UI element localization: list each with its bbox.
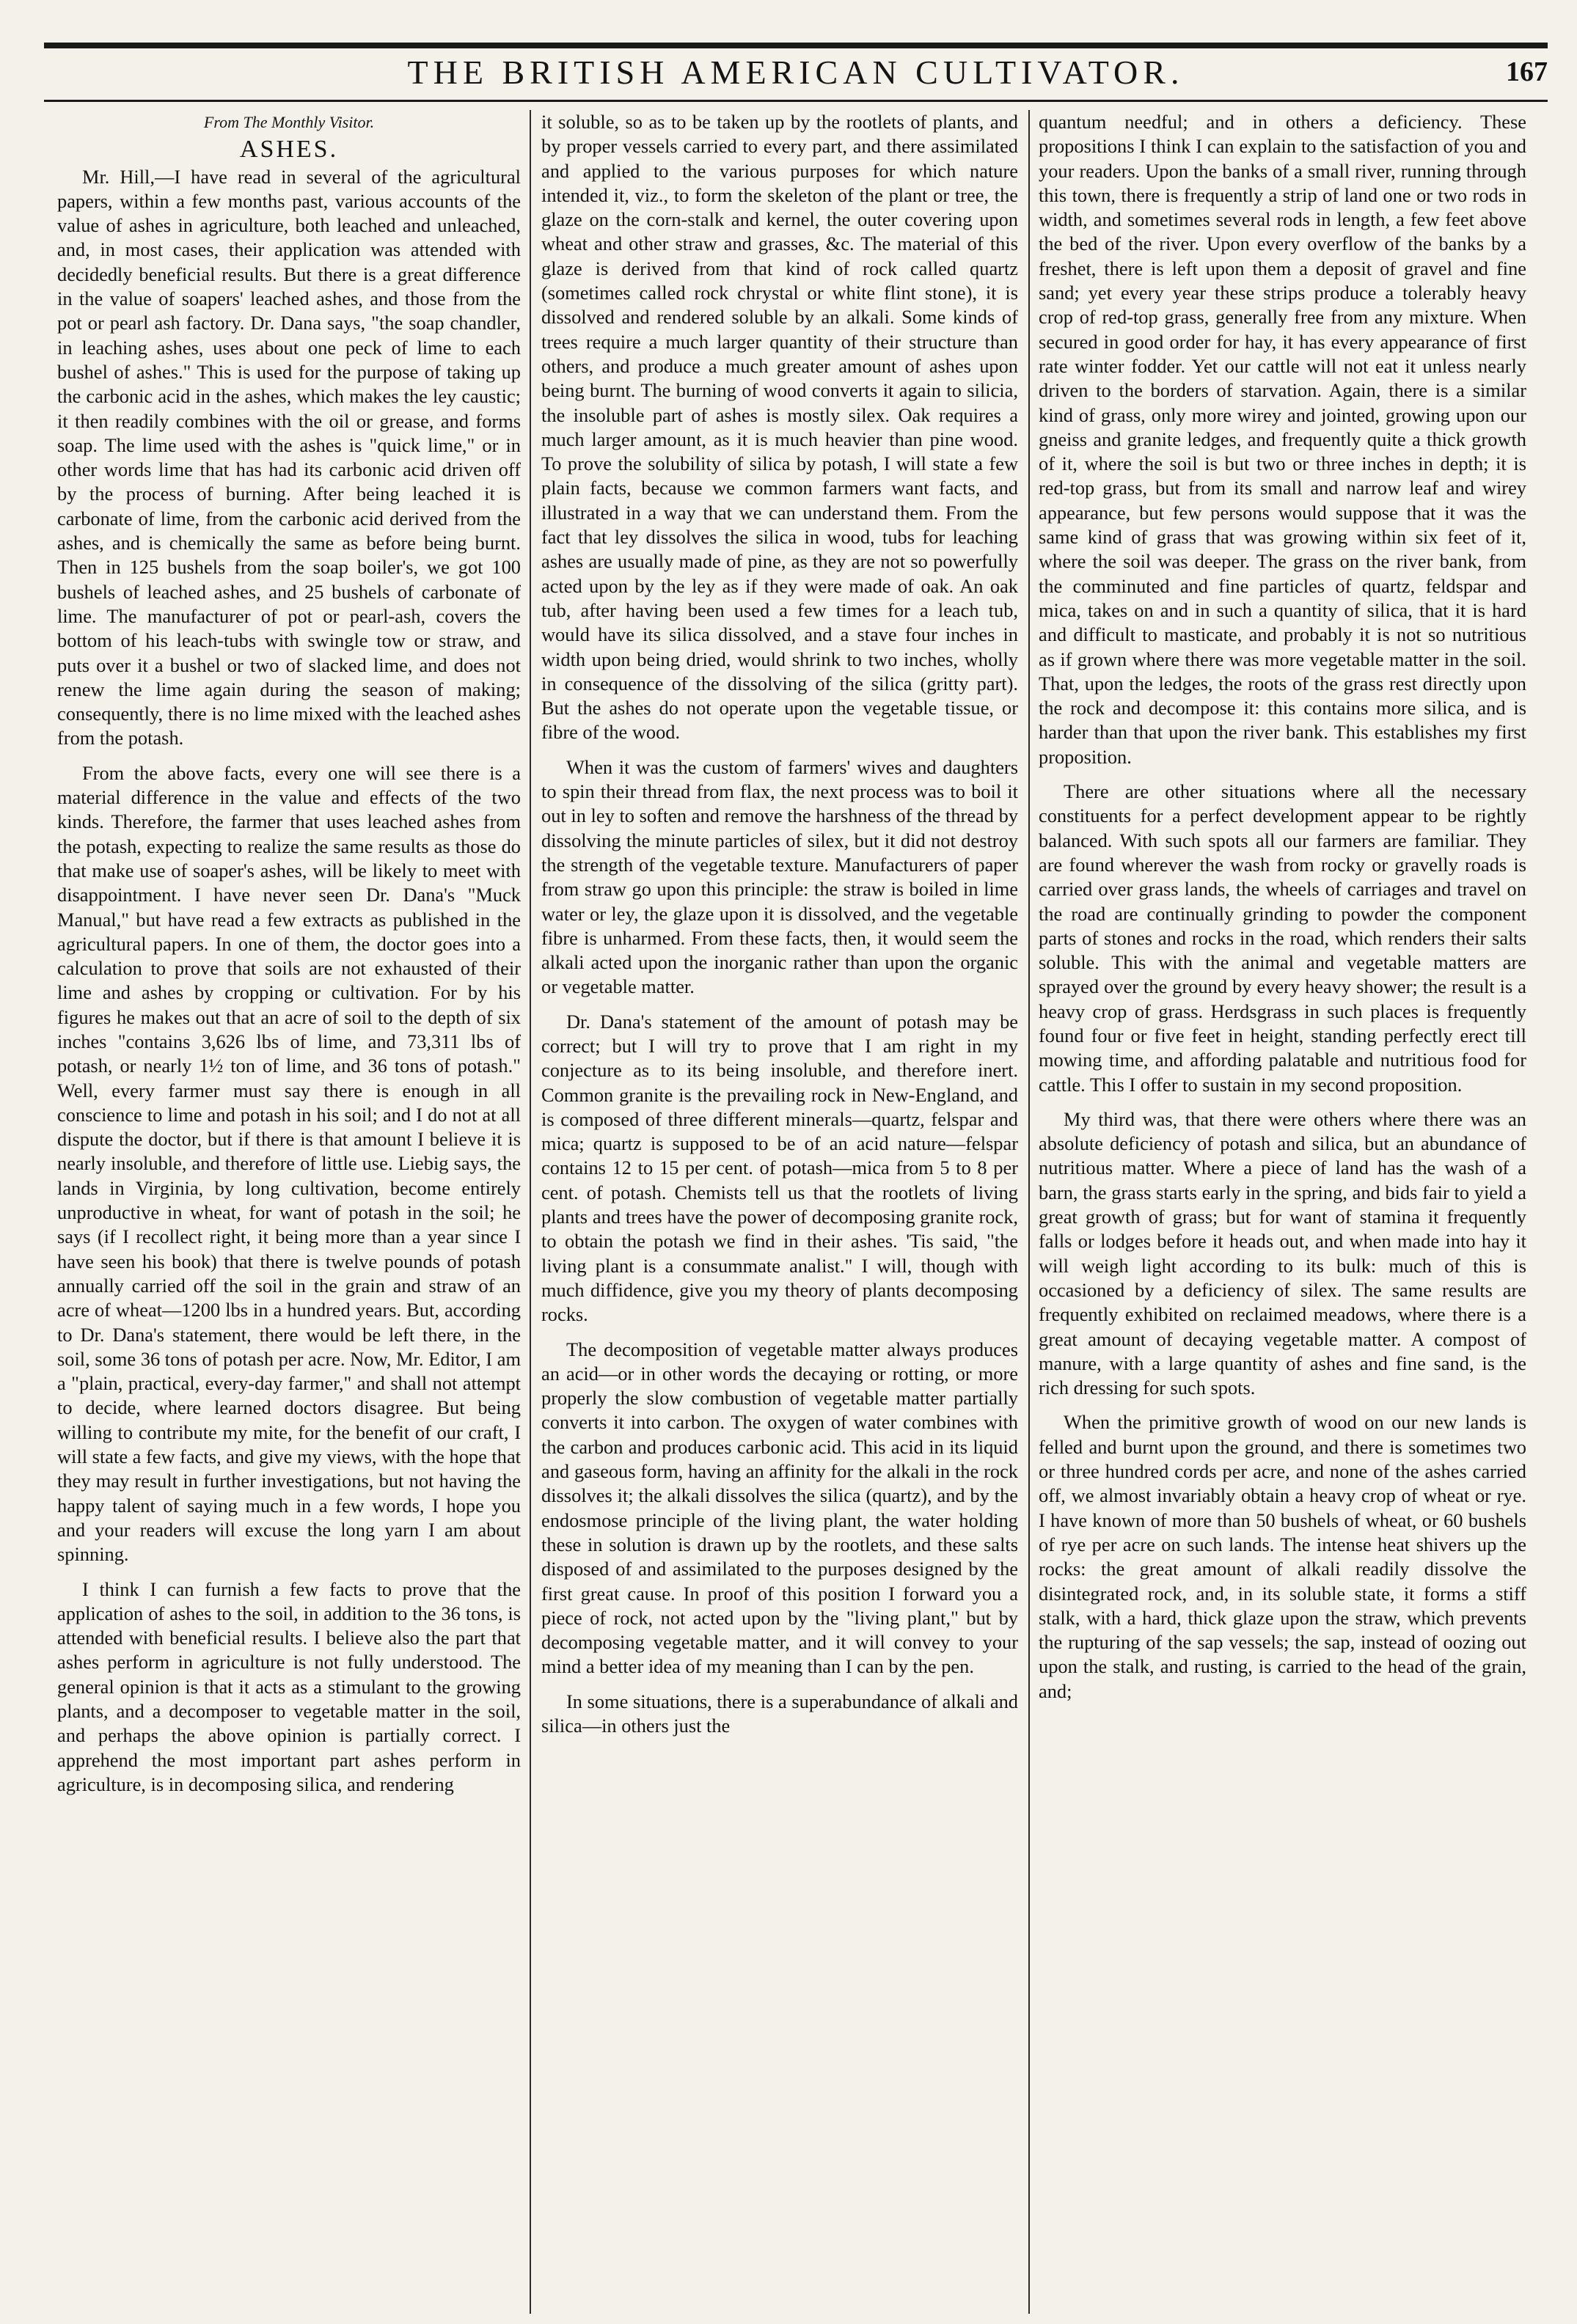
article-source: From The Monthly Visitor. bbox=[203, 113, 375, 131]
paragraph: When it was the custom of farmers' wives and daughters to spin their thread from flax, the next process was to boil it out in ley to soften and remove the harshness of the thread by dissolving the minute particles of silex, but it did not destroy the strength of the vegetable texture. Manufacturers of paper from straw go upon this principle: the straw is boiled in lime water or ley, the glaze upon it is dissolved, and the vegetable fibre is unharmed. From these facts, then, it would seem the alkali acted upon the inorganic rather than upon the organic or vegetable matter. bbox=[541, 755, 1018, 998]
column-3 bbox=[1039, 110, 1526, 2317]
page-number: 167 bbox=[1506, 56, 1548, 87]
masthead-title: THE BRITISH AMERICAN CULTIVATOR. bbox=[407, 54, 1185, 91]
paragraph: The decomposition of vegetable matter always produces an acid—or in other words the decaying or rotting, or more properly the slow combustion of vegetable matter partially converts it into carbon. The oxygen of water combines with the carbon and produces carbonic acid. This acid in its liquid and gaseous form, having an affinity for the alkali in the rock dissolves it; the alkali dissolves the silica (quartz), and by the endosmose principle of the living plant, the water holding these in solution is drawn up by the rootlets, and these salts disposed of and assimilated to the purposes designed by the first great cause. In proof of this position I forward you a piece of rock, not acted upon by the "living plant," but by decomposing vegetable matter, and it will convey to your mind a better idea of my meaning than I can by the pen. bbox=[541, 1338, 1018, 1678]
paragraph: it soluble, so as to be taken up by the rootlets of plants, and by proper vessels carried to every part, and there assimilated and applied to the various purposes for which nature intended it, viz., to form the skeleton of the plant or tree, the glaze on the corn-stalk and kernel, the outer covering upon wheat and other straw and grasses, &c. The material of this glaze is derived from that kind of rock called quartz (sometimes called rock chrystal or white flint stone), it is dissolved and rendered soluble by an alkali. Some kinds of trees require a much larger quantity of their structure than others, and produce a much greater amount of ashes upon being burnt. The burning of wood converts it again to silicia, the insoluble part of ashes is mostly silex. Oak requires a much larger amount, as it is much heavier than pine wood. To prove the solubility of silica by potash, I will state a few plain facts, because we common farmers want facts, and illustrated in a way that we can understand them. From the fact that ley dissolves the silica in wood, tubs for leaching ashes are usually made of pine, as they are not so powerfully acted upon by the ley as if they were made of oak. An oak tub, after having been used a few times for a leach tub, would have its silica dissolved, and a stave four inches in width upon being dried, would shrink to two inches, wholly in consequence of the dissolving of the silica (gritty part). But the ashes do not operate upon the vegetable tissue, or fibre of the wood. bbox=[541, 111, 1018, 744]
paragraph: From the above facts, every one will see there is a material difference in the value and effects of the two kinds. Therefore, the farmer that uses leached ashes from the potash, expecting to realize the same results as those do that make use of soaper's ashes, will be likely to meet with disappointment. I have never seen Dr. Dana's "Muck Manual," but have read a few extracts as published in the agricultural papers. In one of them, the doctor goes into a calculation to prove that soils are not exhausted of their lime and ashes by cropping or cultivation. For by his figures he makes out that an acre of soil to the depth of six inches "contains 3,626 lbs of lime, and 73,311 lbs of potash, or nearly 1½ ton of lime, and 36 tons of potash." Well, every farmer must say there is enough in all conscience to lime and potash in his soil; and I do not at all dispute the doctor, but if there is that amount I believe it is nearly insoluble, and therefore of little use. Liebig says, the lands in Virginia, by long cultivation, become entirely unproductive in wheat, for want of potash in the soil; he says (if I recollect right, it being more than a year since I have seen his book) that there is twelve pounds of potash annually carried off the soil in the grain and straw of an acre of wheat—1200 lbs in a hundred years. But, according to Dr. Dana's statement, there would be left there, in the soil, some 36 tons of potash per acre. Now, Mr. Editor, I am a "plain, practical, every-day farmer," and shall not attempt to decide, where learned doctors disagree. But being willing to contribute my mite, for the benefit of our craft, I will state a few facts, and give my views, with the hope that they may result in further investigations, but not having the happy talent of saying much in a few words, I hope you and your readers will excuse the long yarn I am about spinning. bbox=[57, 761, 521, 1566]
paragraph: There are other situations where all the necessary constituents for a perfect development appear to be rightly balanced. With such spots all our farmers are familiar. They are found wherever the wash from rocky or gravelly roads is carried over grass lands, the wheels of carriages and travel on the road are continually grinding to powder the component parts of stones and rocks in the road, which renders their salts soluble. This with the animal and vegetable matters are sprayed over the ground by every heavy shower; the result is a heavy crop of grass. Herdsgrass in such places is frequently found four or five feet in height, standing perfectly erect till mowing time, and affording palatable and nutritious food for cattle. This I offer to sustain in my second proposition. bbox=[1039, 780, 1526, 1096]
column-divider bbox=[530, 110, 531, 2314]
column-divider bbox=[1028, 110, 1030, 2314]
paragraph: When the primitive growth of wood on our new lands is felled and burnt upon the ground, and there is sometimes two or three hundred cords per acre, and none of the ashes carried off, we almost invariably obtain a heavy crop of wheat or rye. I have known of more than 50 bushels of wheat, or 60 bushels of rye per acre on such lands. The intense heat shivers up the rocks: the great amount of alkali readily dissolve the disintegrated rock, and, in its soluble state, it forms a stiff stalk, with a hard, thick glaze upon the straw, which prevents the rupturing of the sap vessels; the sap, instead of oozing out upon the stalk, and rusting, is carried to the head of the grain, and; bbox=[1039, 1411, 1526, 1702]
top-rule bbox=[44, 43, 1548, 48]
header-rule bbox=[44, 100, 1548, 102]
paragraph: My third was, that there were others where there was an absolute deficiency of potash and silica, but an abundance of nutritious matter. Where a piece of land has the wash of a barn, the grass starts early in the spring, and bids fair to yield a great growth of grass; but for want of stamina it frequently falls or lodges before it heads out, and when made into hay it will weigh light according to its bulk: much of this is occasioned by a deficiency of silex. The same results are frequently exhibited on reclaimed meadows, where there is a great amount of decaying vegetable matter. A compost of manure, with a large quantity of ashes and fine sand, is the rich dressing for such spots. bbox=[1039, 1107, 1526, 1399]
paragraph: I think I can furnish a few facts to prove that the application of ashes to the soil, in addition to the 36 tons, is attended with beneficial results. I believe also the part that ashes perform in agriculture is not fully understood. The general opinion is that it acts as a stimulant to the growing plants, and a decomposer to vegetable matter in the soil, and perhaps the above opinion is partially correct. I apprehend the most important part ashes perform in agriculture, is in decomposing silica, and rendering bbox=[57, 1577, 521, 1795]
paragraph: Dr. Dana's statement of the amount of potash may be correct; but I will try to prove that I am right in my conjecture as to its being insoluble, and therefore inert. Common granite is the prevailing rock in New-England, and is composed of three different minerals—quartz, felspar and mica; quartz is supposed to be of an acid nature—felspar contains 12 to 15 per cent. of potash—mica from 5 to 8 per cent. of potash. Chemists tell us that the rootlets of living plants and trees have the power of decomposing granite rock, to obtain the potash we find in their ashes. 'Tis said, "the living plant is a consummate analist." I will, though with much diffidence, give you my theory of plants decomposing rocks. bbox=[541, 1010, 1018, 1326]
paragraph: quantum needful; and in others a deficiency. These propositions I think I can explain to the satisfaction of you and your readers. Upon the banks of a small river, running through this town, there is frequently a strip of land one or two rods in width, and sometimes several rods in length, a few feet above the bed of the river. Upon every overflow of the banks by a freshet, there is left upon them a deposit of gravel and fine sand; yet every year these strips produce a tolerably heavy crop of red-top grass, generally free from any mixture. When secured in good order for hay, it has every appearance of first rate winter fodder. Yet our cattle will not eat it unless nearly driven to the borders of starvation. Again, there is a similar kind of grass, only more wirey and jointed, growing upon our gneiss and granite ledges, and frequently quite a thick growth of it, where the soil is but two or three inches in depth; it is red-top grass, but from its small and narrow leaf and wirey appearance, but few persons would suppose that it was the same kind of grass that was growing within six feet of it, where the soil was deeper. The grass on the river bank, from the comminuted and fine particles of quartz, feldspar and mica, takes on and in such a quantity of silica, that it is hard and difficult to masticate, and probably it is not so nutritious as if grown where there was more vegetable matter in the soil. That, upon the ledges, the roots of the grass rest directly upon the rock and decompose it: this contains more silica, and is harder than that upon the river bank. This establishes my first proposition. bbox=[1039, 111, 1526, 768]
paragraph: Mr. Hill,—I have read in several of the agricultural papers, within a few months past, various accounts of the value of ashes in agriculture, both leached and unleached, and, in most cases, their application was attended with decidedly beneficial results. But there is a great difference in the value of soapers' leached ashes, and those from the pot or pearl ash factory. Dr. Dana says, "the soap chandler, in leaching ashes, uses about one peck of lime to each bushel of ashes." This is used for the purpose of taking up the carbonic acid in the ashes, which makes the ley caustic; it then readily combines with the oil or grease, and forms soap. The lime used with the ashes is "quick lime," or in other words lime that has had its carbonic acid driven off by the process of burning. After being leached it is carbonate of lime, from the carbonic acid derived from the ashes, and is chemically the same as before being burnt. Then in 125 bushels from the soap boiler's, we got 100 bushels of leached ashes, and 25 bushels of carbonate of lime. The manufacturer of pot or pearl-ash, covers the bottom of his leach-tubs with swingle tow or straw, and puts over it a bushel or two of slacked lime, and does not renew the lime again during the season of making; consequently, there is no lime mixed with the leached ashes from the potash. bbox=[57, 165, 521, 749]
paragraph: In some situations, there is a superabundance of alkali and silica—in others just the bbox=[541, 1690, 1018, 1737]
article-title: ASHES. bbox=[239, 136, 339, 164]
column-1 bbox=[57, 110, 521, 2317]
page-header bbox=[44, 53, 1548, 104]
column-2 bbox=[541, 110, 1018, 2317]
